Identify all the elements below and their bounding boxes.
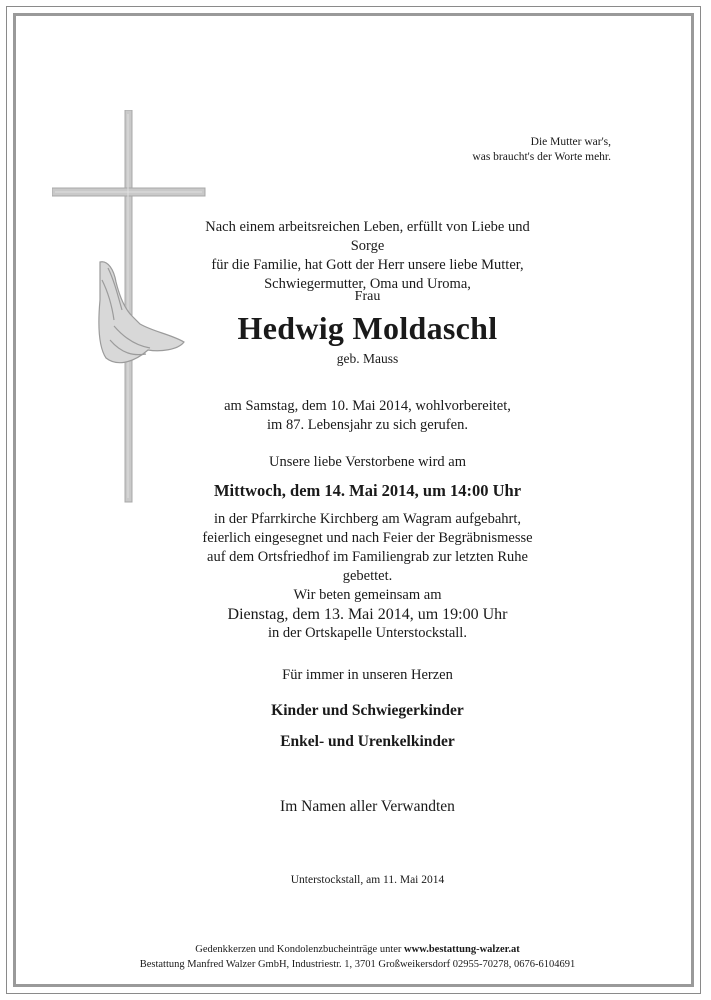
mourners-grandchildren: Enkel- und Urenkelkinder	[280, 733, 455, 750]
footer-line-2: Bestattung Manfred Walzer GmbH, Industriestr. 1, 3701 Großweikersdorf 02955-70278, 0676-6104691	[139, 959, 576, 970]
death-line: im 87. Lebensjahr zu sich gerufen.	[267, 417, 468, 433]
motto	[472, 135, 611, 165]
deceased-name: Hedwig Moldaschl	[237, 310, 498, 346]
church-text	[195, 510, 540, 586]
prayer-line: Wir beten gemeinsam am	[293, 587, 442, 603]
place-date: Unterstockstall, am 11. Mai 2014	[290, 874, 445, 886]
footer-line-1	[60, 942, 655, 957]
prayer-text	[195, 586, 540, 643]
announce-text: Unsere liebe Verstorbene wird am	[268, 454, 467, 470]
forever-text: Für immer in unseren Herzen	[282, 667, 453, 683]
relatives-text: Im Namen aller Verwandten	[280, 798, 455, 815]
mourners-children: Kinder und Schwiegerkinder	[271, 702, 464, 719]
intro-line: für die Familie, hat Gott der Herr unsere liebe Mutter,	[211, 257, 524, 273]
footer-text: Gedenkkerzen und Kondolenzbucheinträge unter	[195, 944, 405, 955]
website-link[interactable]: www.bestattung-walzer.at	[404, 944, 520, 955]
prayer-line: in der Ortskapelle Unterstockstall.	[268, 625, 467, 641]
honorific: Frau	[354, 289, 381, 304]
intro-text	[195, 218, 540, 294]
intro-line: Schwiegermutter, Oma und Uroma,	[264, 276, 471, 292]
funeral-datetime: Mittwoch, dem 14. Mai 2014, um 14:00 Uhr	[213, 481, 522, 500]
church-line: in der Pfarrkirche Kirchberg am Wagram aufgebahrt,	[213, 511, 522, 527]
church-line: auf dem Ortsfriedhof im Familiengrab zur letzten Ruhe gebettet.	[207, 549, 528, 584]
church-line: feierlich eingesegnet und nach Feier der Begräbnismesse	[202, 530, 533, 546]
prayer-line: Dienstag, dem 13. Mai 2014, um 19:00 Uhr	[227, 606, 508, 623]
death-line: am Samstag, dem 10. Mai 2014, wohlvorbereitet,	[224, 398, 511, 414]
cross-with-praying-hands-icon	[52, 110, 212, 505]
motto-line: Die Mutter war's,	[530, 136, 611, 148]
maiden-name: geb. Mauss	[336, 351, 399, 366]
motto-line: was braucht's der Worte mehr.	[472, 151, 611, 163]
death-notice	[195, 397, 540, 435]
intro-line: Nach einem arbeitsreichen Leben, erfüllt von Liebe und Sorge	[205, 219, 530, 254]
footer	[60, 942, 655, 972]
